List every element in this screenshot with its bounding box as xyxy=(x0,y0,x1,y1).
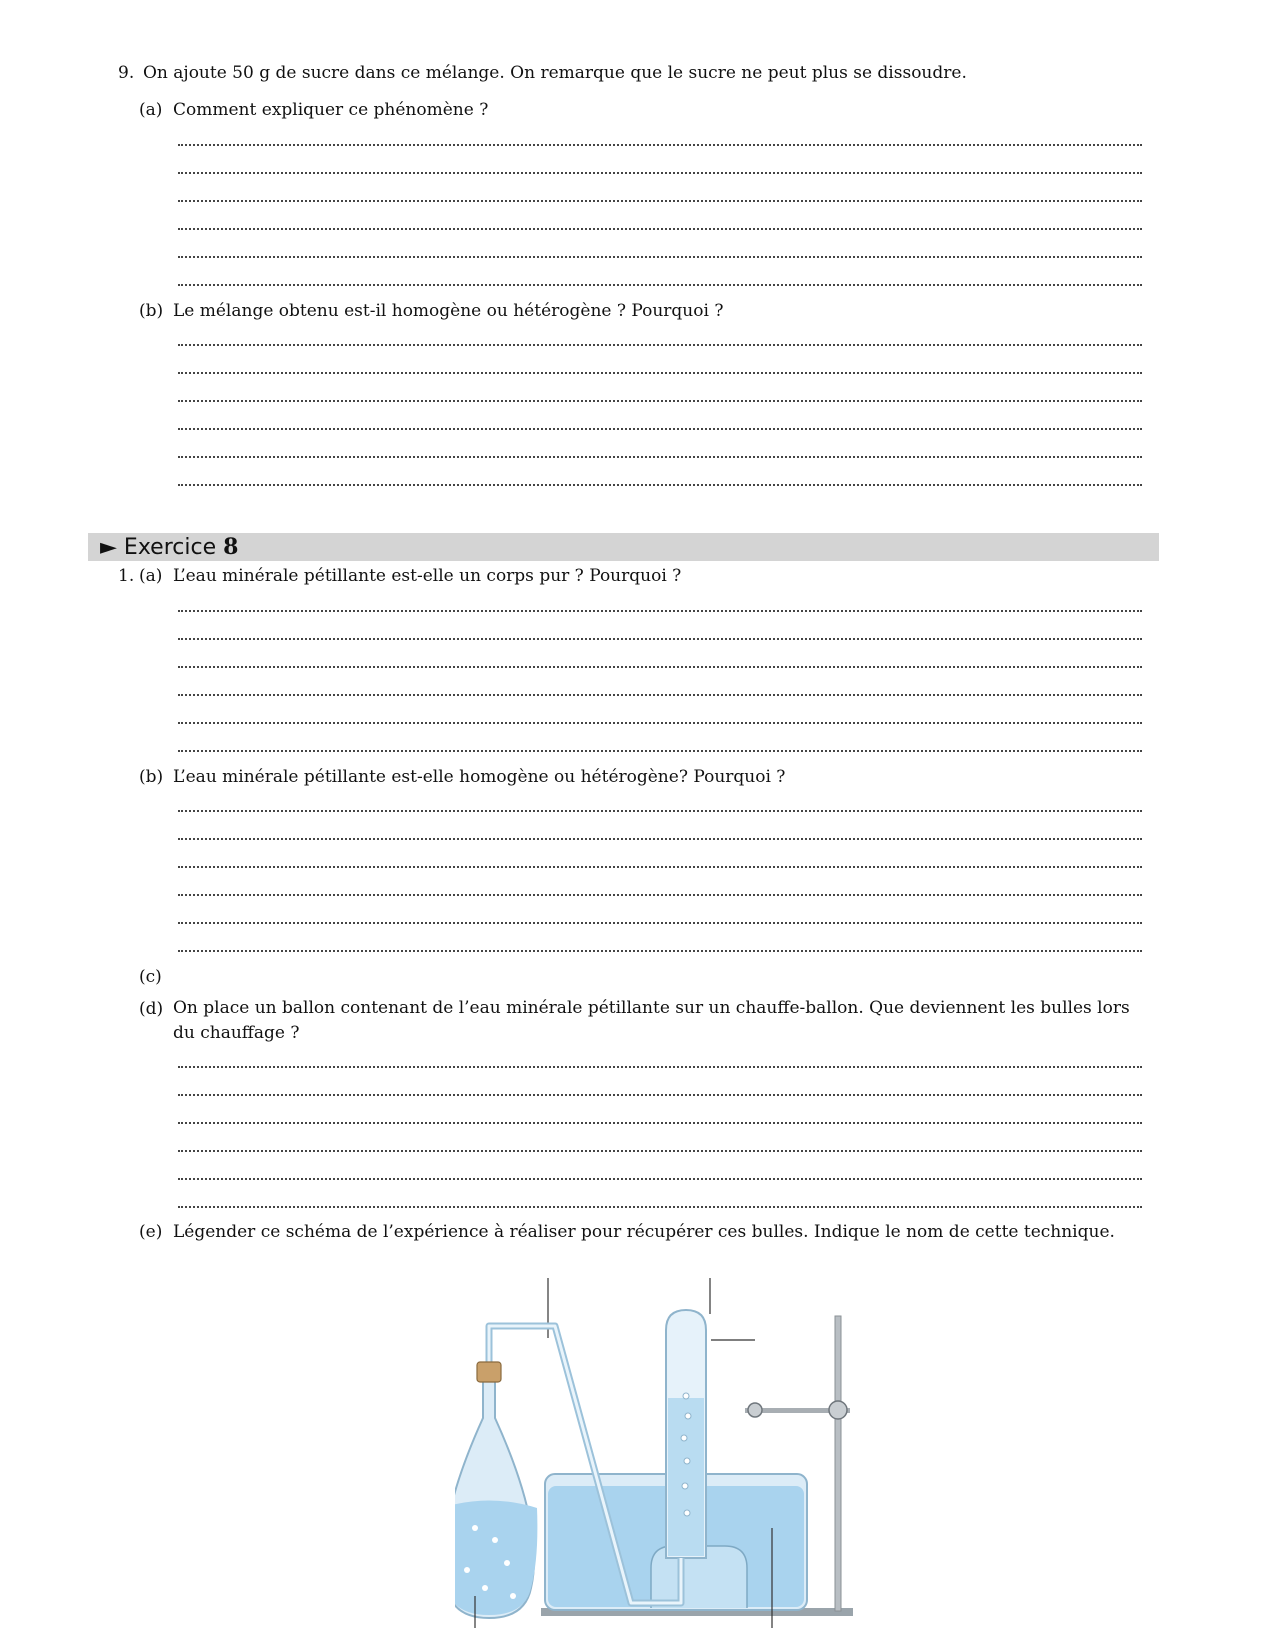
answer-line[interactable] xyxy=(178,840,1142,868)
answer-line[interactable] xyxy=(178,1180,1142,1208)
question-9a-text: Comment expliquer ce phénomène ? xyxy=(173,100,489,120)
play-marker-icon: ► xyxy=(100,535,117,560)
bubble xyxy=(464,1567,470,1573)
question-1c-label: (c) xyxy=(139,967,162,987)
answer-line[interactable] xyxy=(178,258,1142,286)
question-9a-label: (a) xyxy=(139,100,163,120)
answer-line[interactable] xyxy=(178,584,1142,612)
answer-line[interactable] xyxy=(178,640,1142,668)
answer-line[interactable] xyxy=(178,1152,1142,1180)
bottle-water xyxy=(455,1501,537,1616)
bubble xyxy=(683,1393,689,1399)
bubble xyxy=(684,1458,690,1464)
bubble xyxy=(682,1483,688,1489)
answer-line[interactable] xyxy=(178,430,1142,458)
question-9-number: 9. xyxy=(118,63,135,83)
tube-water xyxy=(668,1398,704,1556)
answer-line[interactable] xyxy=(178,402,1142,430)
question-1d-label: (d) xyxy=(139,999,164,1019)
answer-line[interactable] xyxy=(178,924,1142,952)
question-1e-text: Légender ce schéma de l’expérience à réaliser pour récupérer ces bulles. Indique le nom de cette technique. xyxy=(173,1222,1115,1242)
answer-line[interactable] xyxy=(178,1068,1142,1096)
question-1b-label: (b) xyxy=(139,767,164,787)
question-1a-text: L’eau minérale pétillante est-elle un corps pur ? Pourquoi ? xyxy=(173,566,682,586)
question-9b-label: (b) xyxy=(139,301,164,321)
bubble xyxy=(482,1585,488,1591)
answer-line[interactable] xyxy=(178,896,1142,924)
exercise-number: 8 xyxy=(223,534,239,560)
question-1-number: 1. xyxy=(118,566,135,586)
clamp-boss xyxy=(829,1401,847,1419)
bubble xyxy=(681,1435,687,1441)
answer-line[interactable] xyxy=(178,612,1142,640)
gas-collection-diagram xyxy=(455,1278,895,1628)
exercise-prefix: Exercice xyxy=(123,535,217,560)
answer-line[interactable] xyxy=(178,202,1142,230)
question-9b-text: Le mélange obtenu est-il homogène ou hétérogène ? Pourquoi ? xyxy=(173,301,724,321)
answer-line[interactable] xyxy=(178,174,1142,202)
cork-stopper xyxy=(477,1362,501,1382)
bubble xyxy=(492,1537,498,1543)
answer-line[interactable] xyxy=(178,346,1142,374)
exercise-header-bar xyxy=(88,533,1159,561)
answer-line[interactable] xyxy=(178,724,1142,752)
exercise-title xyxy=(100,533,238,562)
answer-line[interactable] xyxy=(178,1040,1142,1068)
bubble xyxy=(504,1560,510,1566)
bubble xyxy=(685,1413,691,1419)
answer-line[interactable] xyxy=(178,1096,1142,1124)
bubble xyxy=(510,1593,516,1599)
answer-line[interactable] xyxy=(178,868,1142,896)
bubble xyxy=(472,1525,478,1531)
answer-line[interactable] xyxy=(178,668,1142,696)
question-1a-label: (a) xyxy=(139,566,163,586)
question-1b-text: L’eau minérale pétillante est-elle homogène ou hétérogène? Pourquoi ? xyxy=(173,767,786,787)
question-1d-text: On place un ballon contenant de l’eau minérale pétillante sur un chauffe-ballon. Que deviennent les bulles lors du chauffage ? xyxy=(173,998,1130,1043)
stand-rod xyxy=(835,1316,841,1611)
answer-line[interactable] xyxy=(178,230,1142,258)
answer-line[interactable] xyxy=(178,318,1142,346)
answer-line[interactable] xyxy=(178,812,1142,840)
answer-line[interactable] xyxy=(178,118,1142,146)
question-9-text: On ajoute 50 g de sucre dans ce mélange. On remarque que le sucre ne peut plus se dissoudre. xyxy=(143,63,967,83)
bubble xyxy=(684,1510,690,1516)
clamp-screw xyxy=(748,1403,762,1417)
answer-line[interactable] xyxy=(178,458,1142,486)
answer-line[interactable] xyxy=(178,146,1142,174)
answer-line[interactable] xyxy=(178,696,1142,724)
answer-line[interactable] xyxy=(178,1124,1142,1152)
answer-line[interactable] xyxy=(178,784,1142,812)
answer-line[interactable] xyxy=(178,374,1142,402)
question-1e-label: (e) xyxy=(139,1222,163,1242)
